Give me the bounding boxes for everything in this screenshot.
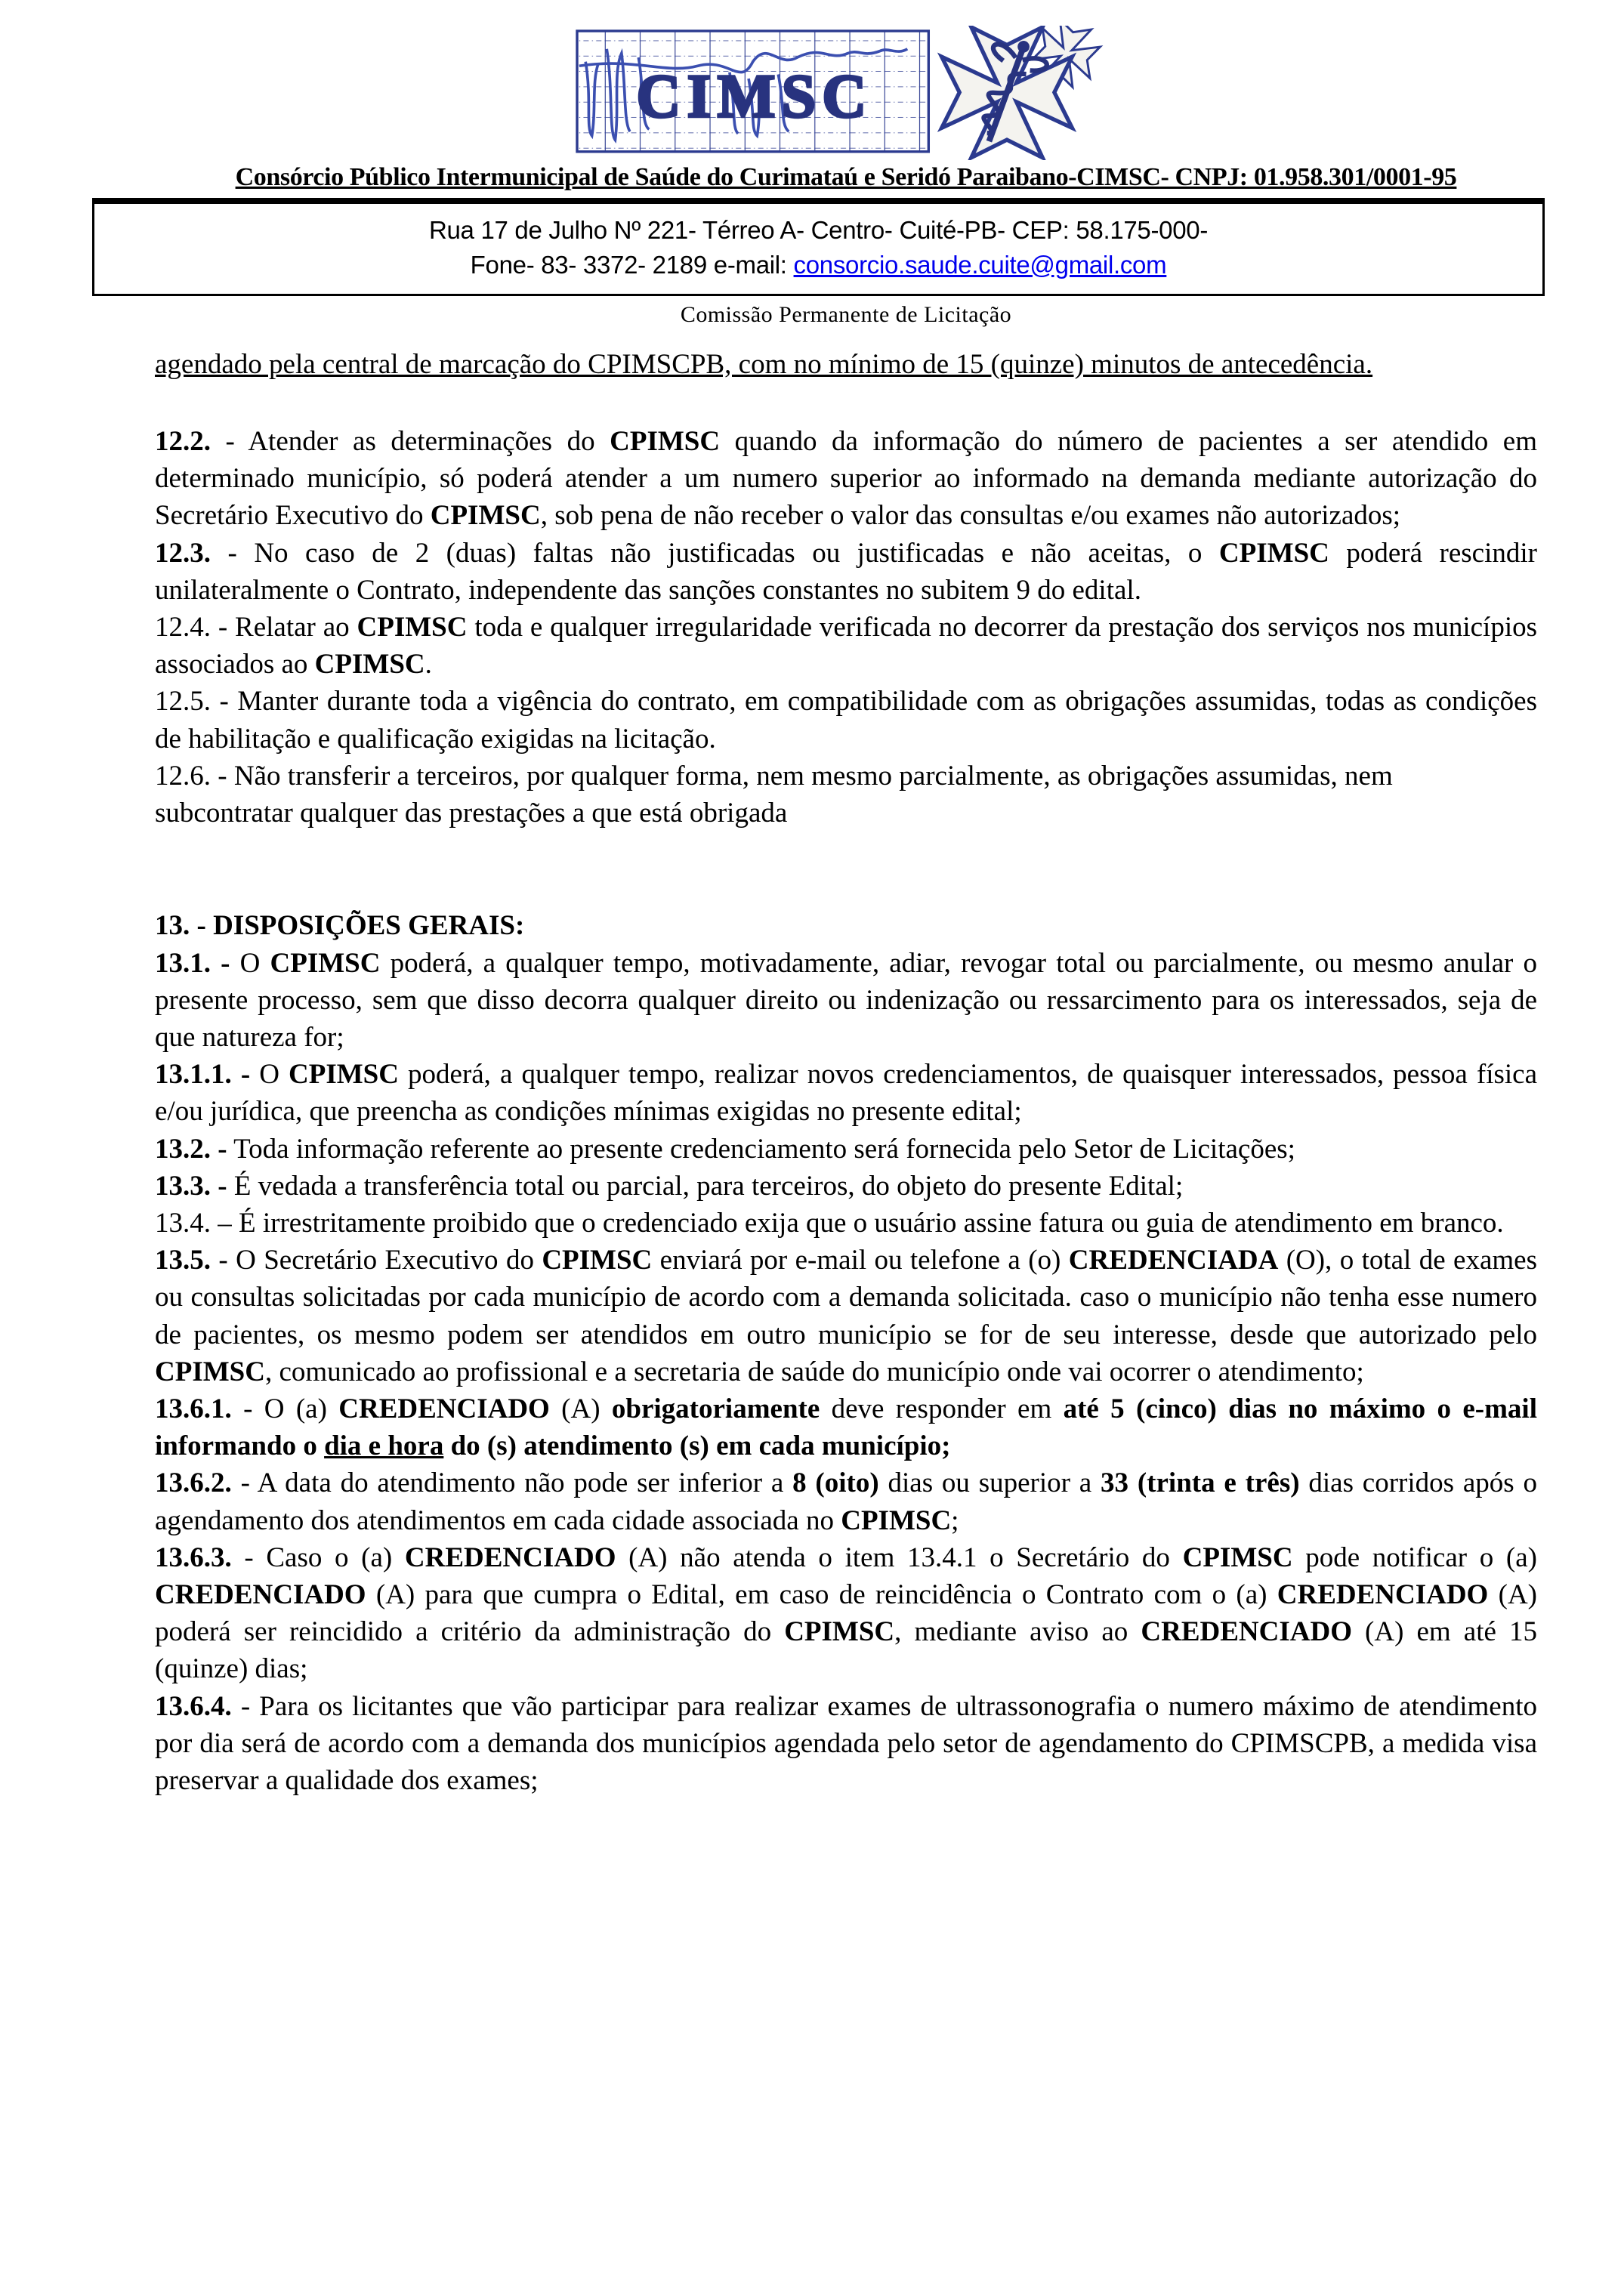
email-link[interactable]: consorcio.saude.cuite@gmail.com — [793, 250, 1167, 279]
phone-text: Fone- 83- 3372- 2189 e-mail: — [470, 250, 794, 279]
paragraph-12-2: 12.2. - Atender as determinações do CPIMSC quando da informação do número de pacientes a ser atendido em determinado município, só poderá atender a um numero superior ao informado na demanda mediante autorização do Secretário Executivo do CPIMSC, sob pena de não receber o valor das consultas e/ou exames não autorizados; — [155, 426, 1537, 532]
paragraph-12-5: 12.5. - Manter durante toda a vigência do contrato, em compatibilidade com as obrigações assumidas, todas as condições de habilitação e qualificação exigidas na licitação. — [155, 686, 1537, 755]
paragraph-13-5: 13.5. - O Secretário Executivo do CPIMSC enviará por e-mail ou telefone a (o) CREDENCIADA (O), o total de exames ou consultas solicitadas por cada município de acordo com a demanda solicitada. caso o município não tenha esse numero de pacientes, os mesmo podem ser atendidos em outro município se for de seu interesse, desde que autorizado pelo CPIMSC, comunicado ao profissional e a secretaria de saúde do município onde vai ocorrer o atendimento; — [155, 1245, 1537, 1387]
paragraph-13-4: 13.4. – É irrestritamente proibido que o credenciado exija que o usuário assine fatura ou guia de atendimento em branco. — [155, 1207, 1504, 1239]
paragraph-intro: agendado pela central de marcação do CPIMSCPB, com no mínimo de 15 (quinze) minutos de antecedência. — [155, 349, 1373, 381]
paragraph-13-3: 13.3. - É vedada a transferência total ou parcial, para terceiros, do objeto do presente Edital; — [155, 1170, 1184, 1202]
cimsc-logo — [570, 26, 1122, 160]
paragraph-13-6-4: 13.6.4. - Para os licitantes que vão participar para realizar exames de ultrassonografia o numero máximo de atendimento por dia será de acordo com a demanda dos municípios agendada pelo setor de agendamento do CPIMSCPB, a medida visa preservar a qualidade dos exames; — [155, 1690, 1537, 1796]
contact-line — [102, 248, 1535, 282]
paragraph-13-6-1: 13.6.1. - O (a) CREDENCIADO (A) obrigatoriamente deve responder em até 5 (cinco) dias no máximo o e-mail informando o dia e hora do (s) atendimento (s) em cada município; — [155, 1393, 1537, 1462]
paragraph-12-3: 12.3. - No caso de 2 (duas) faltas não justificadas ou justificadas e não aceitas, o CPIMSC poderá rescindir unilateralmente o Contrato, independente das sanções constantes no subitem 9 do edital. — [155, 537, 1537, 606]
address-line: Rua 17 de Julho Nº 221- Térreo A- Centro- Cuité-PB- CEP: 58.175-000- — [428, 216, 1209, 244]
address-box — [92, 198, 1545, 296]
paragraph-13-6-3: 13.6.3. - Caso o (a) CREDENCIADO (A) não atenda o item 13.4.1 o Secretário do CPIMSC pode notificar o (a) CREDENCIADO (A) para que cumpra o Edital, em caso de reincidência o Contrato com o (a) CREDENCIADO (A) poderá ser reincidido a critério da administração do CPIMSC, mediante aviso ao CREDENCIADO (A) em até 15 (quinze) dias; — [155, 1541, 1537, 1685]
paragraph-12-6: 12.6. - Não transferir a terceiros, por qualquer forma, nem mesmo parcialmente, as obrigações assumidas, nem subcontratar qualquer das prestações a que está obrigada — [155, 760, 1393, 829]
paragraph-12-4: 12.4. - Relatar ao CPIMSC toda e qualquer irregularidade verificada no decorrer da prestação dos serviços nos municípios associados ao CPIMSC. — [155, 612, 1537, 680]
cimsc-logo-graphic — [570, 26, 1122, 160]
section-13-heading: 13. - DISPOSIÇÕES GERAIS: — [155, 910, 525, 942]
paragraph-13-2: 13.2. - Toda informação referente ao presente credenciamento será fornecida pelo Setor de Licitações; — [155, 1133, 1295, 1165]
committee-label: Comissão Permanente de Licitação — [680, 302, 1012, 328]
paragraph-13-1: 13.1. - O CPIMSC poderá, a qualquer tempo, motivadamente, adiar, revogar total ou parcialmente, ou mesmo anular o presente processo, sem que disso decorra qualquer direito ou indenização ou ressarcimento para os interessados, seja de que natureza for; — [155, 947, 1538, 1053]
document-header — [155, 26, 1537, 328]
org-title: Consórcio Público Intermunicipal de Saúde do Curimataú e Seridó Paraibano-CIMSC- CNPJ: 01.958.301/0001-95 — [235, 163, 1457, 191]
document-body — [155, 337, 1537, 1799]
paragraph-13-1-1: 13.1.1. - O CPIMSC poderá, a qualquer tempo, realizar novos credenciamentos, de quaisquer interessados, pessoa física e/ou jurídica, que preencha as condições mínimas exigidas no presente edital; — [155, 1059, 1537, 1128]
paragraph-13-6-2: 13.6.2. - A data do atendimento não pode ser inferior a 8 (oito) dias ou superior a 33 (trinta e três) dias corridos após o agendamento dos atendimentos em cada cidade associada no CPIMSC; — [155, 1467, 1538, 1536]
logo-wordmark: CIMSC — [636, 62, 873, 131]
